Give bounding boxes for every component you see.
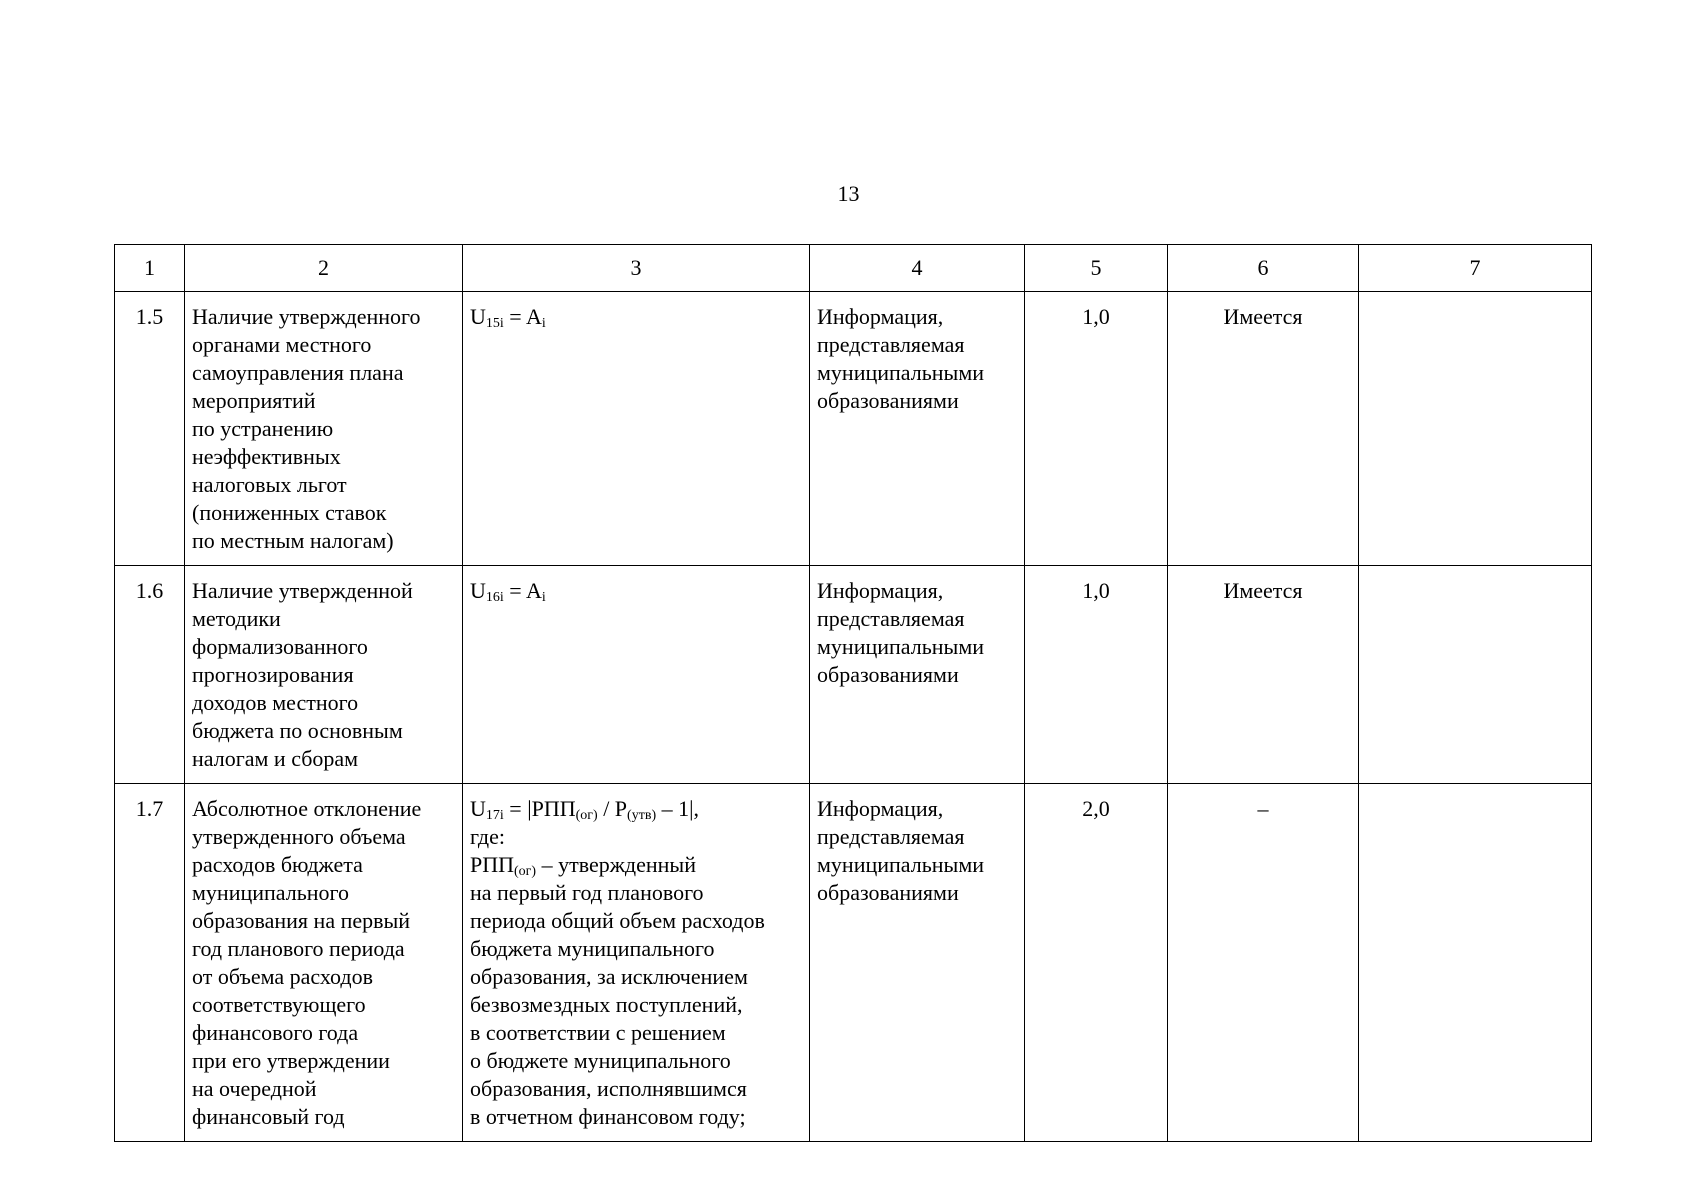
indicator-line: Наличие утвержденного <box>192 304 421 329</box>
indicator-line: Наличие утвержденной <box>192 578 413 603</box>
source-line: представляемая <box>817 606 965 631</box>
indicator-line: на очередной <box>192 1076 317 1101</box>
indicator-line: год планового периода <box>192 936 405 961</box>
source-line: муниципальными <box>817 360 985 385</box>
indicator-line: самоуправления плана <box>192 360 404 385</box>
definition-line: образования, исполнявшимся <box>470 1076 747 1101</box>
page-number: 13 <box>837 181 860 206</box>
formula: $U_{16i} = A_i$ <box>470 578 546 605</box>
definition-line: в отчетном финансовом году; <box>470 1104 746 1129</box>
indicator-line: при его утверждении <box>192 1048 390 1073</box>
definition-line: на первый год планового <box>470 880 704 905</box>
indicator-line: расходов бюджета <box>192 852 363 877</box>
source-line: муниципальными <box>817 852 985 877</box>
data-source <box>810 566 1025 784</box>
indicator-line: по местным налогам) <box>192 528 394 553</box>
row-number: 1.5 <box>115 292 185 566</box>
definition-line: периода общий объем расходов <box>470 908 765 933</box>
formula-where: где: <box>470 824 505 849</box>
formula-cell <box>463 292 810 566</box>
indicator-line: налогам и сборам <box>192 746 359 771</box>
note-cell <box>1359 566 1592 784</box>
indicator-line: финансового года <box>192 1020 359 1045</box>
definition-line: бюджета муниципального <box>470 936 715 961</box>
row-number: 1.7 <box>115 784 185 1142</box>
weight-value: 2,0 <box>1025 784 1168 1142</box>
indicator-line: формализованного <box>192 634 368 659</box>
column-number: 6 <box>1168 245 1359 292</box>
note-cell <box>1359 784 1592 1142</box>
column-number: 1 <box>115 245 185 292</box>
table-row <box>115 566 1592 784</box>
indicator-line: Абсолютное отклонение <box>192 796 422 821</box>
indicator-line: мероприятий <box>192 388 316 413</box>
source-line: представляемая <box>817 824 965 849</box>
source-line: образованиями <box>817 388 959 413</box>
formula-cell <box>463 784 810 1142</box>
formula-cell <box>463 566 810 784</box>
status-value: Имеется <box>1168 566 1359 784</box>
indicator-line: от объема расходов <box>192 964 373 989</box>
definition-line: в соответствии с решением <box>470 1020 726 1045</box>
weight-value: 1,0 <box>1025 292 1168 566</box>
definition-line: о бюджете муниципального <box>470 1048 731 1073</box>
column-number: 4 <box>810 245 1025 292</box>
status-value: Имеется <box>1168 292 1359 566</box>
status-value: – <box>1168 784 1359 1142</box>
formula: $U_{17i} = |РПП_{(ог)} / Р_{(утв)} - 1|$, <box>470 796 700 823</box>
indicator-line: методики <box>192 606 281 631</box>
column-number: 2 <box>185 245 463 292</box>
source-line: муниципальными <box>817 634 985 659</box>
indicator-line: утвержденного объема <box>192 824 406 849</box>
source-line: Информация, <box>817 796 944 821</box>
formula: $U_{15i} = A_i$ <box>470 304 546 331</box>
definition-line: образования, за исключением <box>470 964 748 989</box>
column-number: 7 <box>1359 245 1592 292</box>
indicator-line: неэффективных <box>192 444 341 469</box>
source-line: образованиями <box>817 662 959 687</box>
indicator-line: бюджета по основным <box>192 718 403 743</box>
column-number-row <box>115 245 1592 292</box>
criteria-table <box>114 244 1592 1142</box>
source-line: Информация, <box>817 304 944 329</box>
indicator-line: по устранению <box>192 416 334 441</box>
indicator-name <box>185 292 463 566</box>
row-number: 1.6 <box>115 566 185 784</box>
indicator-line: (пониженных ставок <box>192 500 387 525</box>
indicator-line: доходов местного <box>192 690 359 715</box>
indicator-name <box>185 784 463 1142</box>
indicator-line: прогнозирования <box>192 662 354 687</box>
table-row <box>115 784 1592 1142</box>
table-row <box>115 292 1592 566</box>
indicator-line: муниципального <box>192 880 350 905</box>
source-line: образованиями <box>817 880 959 905</box>
indicator-line: соответствующего <box>192 992 366 1017</box>
data-source <box>810 292 1025 566</box>
column-number: 5 <box>1025 245 1168 292</box>
indicator-line: финансовый год <box>192 1104 345 1129</box>
column-number: 3 <box>463 245 810 292</box>
definition-line: безвозмездных поступлений, <box>470 992 743 1017</box>
indicator-line: образования на первый <box>192 908 411 933</box>
note-cell <box>1359 292 1592 566</box>
data-source <box>810 784 1025 1142</box>
indicator-line: органами местного <box>192 332 372 357</box>
indicator-name <box>185 566 463 784</box>
weight-value: 1,0 <box>1025 566 1168 784</box>
indicator-line: налоговых льгот <box>192 472 347 497</box>
source-line: представляемая <box>817 332 965 357</box>
source-line: Информация, <box>817 578 944 603</box>
formula-definition: $РПП_{(ог)}$ – утвержденный <box>470 852 696 879</box>
